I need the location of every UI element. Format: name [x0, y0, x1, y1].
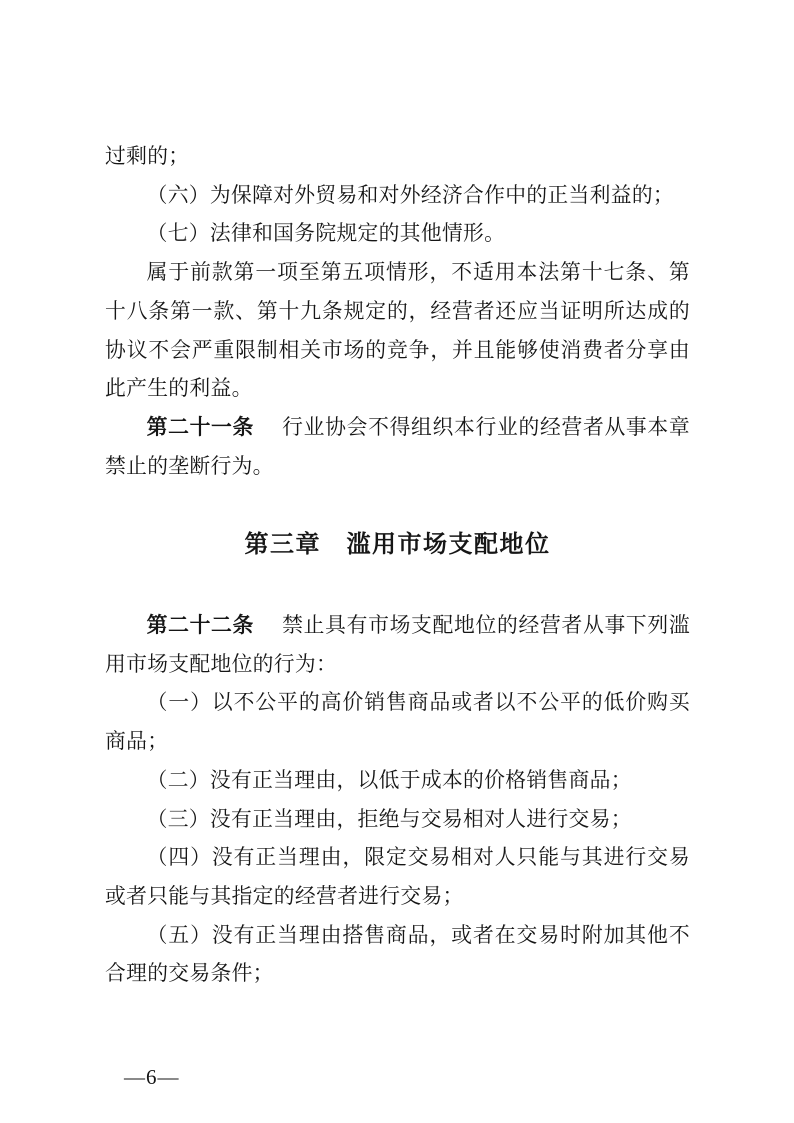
paragraph-text: （四）没有正当理由，限定交易相对人只能与其进行交易或者只能与其指定的经营者进行交易；: [105, 846, 690, 908]
paragraph-item-1: [105, 684, 690, 761]
paragraph-text: 禁止具有市场支配地位的经营者从事下列滥用市场支配地位的行为：: [105, 614, 691, 676]
paragraph-item-6: [105, 177, 690, 216]
paragraph-article-22: [105, 607, 690, 684]
article-number: 第二十二条: [146, 614, 255, 638]
paragraph-item-2: [105, 762, 690, 801]
paragraph-text: （三）没有正当理由，拒绝与交易相对人进行交易；: [146, 807, 632, 831]
paragraph-exemption-clause: [105, 254, 690, 409]
paragraph-text: 过剩的；: [105, 145, 190, 168]
paragraph-text: （六）为保障对外贸易和对外经济合作中的正当利益的；: [146, 183, 675, 207]
paragraph-text: （二）没有正当理由，以低于成本的价格销售商品；: [146, 768, 632, 792]
paragraph-item-5: [105, 917, 690, 994]
paragraph-text: （五）没有正当理由搭售商品，或者在交易时附加其他不合理的交易条件；: [105, 923, 690, 986]
chapter-heading: 第三章 滥用市场支配地位: [244, 531, 551, 559]
paragraph-article-21: [105, 409, 690, 486]
paragraph-text: （七）法律和国务院规定的其他情形。: [146, 222, 506, 246]
document-content: [105, 138, 690, 994]
paragraph-continuation: [105, 138, 690, 177]
page-number: —6—: [124, 1065, 180, 1089]
paragraph-item-7: [105, 215, 690, 254]
paragraph-item-4: [105, 839, 690, 916]
paragraph-text: 行业协会不得组织本行业的经营者从事本章禁止的垄断行为。: [105, 415, 691, 478]
paragraph-text: （一）以不公平的高价销售商品或者以不公平的低价购买商品；: [105, 691, 690, 754]
paragraph-item-3: [105, 801, 690, 840]
paragraph-text: 属于前款第一项至第五项情形，不适用本法第十七条、第十八条第一款、第十九条规定的，经营者还应当证明所达成的协议不会严重限制相关市场的竞争，并且能够使消费者分享由此产生的利益。: [105, 261, 690, 401]
article-number: 第二十一条: [146, 415, 255, 439]
